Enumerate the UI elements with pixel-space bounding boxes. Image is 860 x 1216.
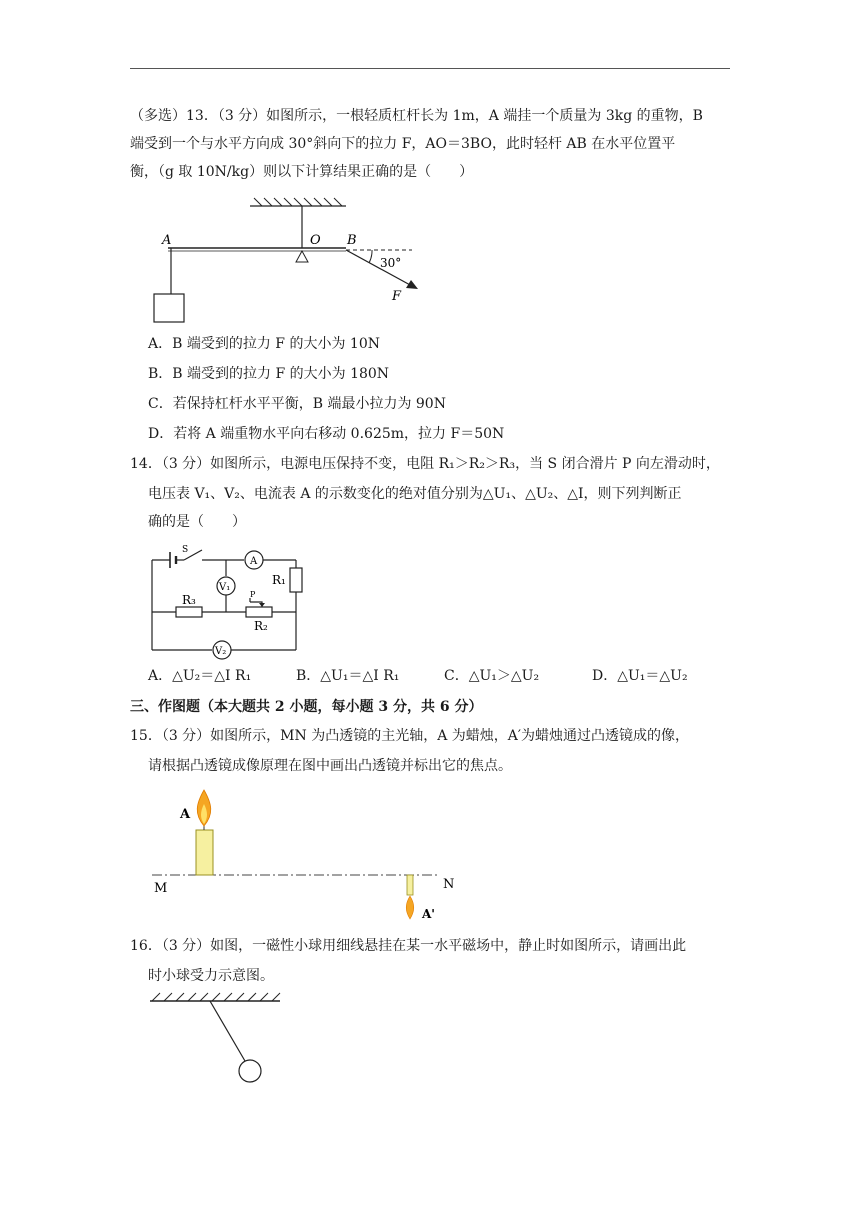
q13-option-d: D．若将 A 端重物水平向右移动 0.625m，拉力 F＝50N (148, 426, 505, 442)
q14-option-c: C．△U₁＞△U₂ (444, 668, 540, 684)
circuit-diagram (0, 542, 860, 662)
lever-label-b: B (347, 233, 357, 248)
circuit-label-r3: R₃ (182, 593, 196, 607)
q13-line-1: （多选）13．（3 分）如图所示，一根轻质杠杆长为 1m，A 端挂一个质量为 3kg 的重物，B (130, 108, 703, 124)
q16-line-2: 时小球受力示意图。 (148, 968, 274, 984)
q13-option-b: B．B 端受到的拉力 F 的大小为 180N (148, 366, 390, 382)
lens-diagram (0, 784, 860, 934)
q14-line-1: 14．（3 分）如图所示，电源电压保持不变，电阻 R₁＞R₂＞R₃，当 S 闭合滑片 P 向左滑动时， (130, 456, 720, 472)
lens-label-n: N (443, 877, 455, 892)
circuit-label-p: P (250, 590, 256, 599)
lever-label-o: O (310, 233, 321, 248)
lever-label-f: F (392, 289, 402, 304)
q15-line-2: 请根据凸透镜成像原理在图中画出凸透镜并标出它的焦点。 (148, 758, 512, 774)
q14-line-2: 电压表 V₁、V₂、电流表 A 的示数变化的绝对值分别为△U₁、△U₂、△I，则下列判断正 (148, 486, 682, 502)
lens-label-a: A (180, 807, 191, 822)
lens-label-m: M (154, 881, 168, 896)
circuit-label-v2: V₂ (215, 646, 227, 657)
q13-option-c: C．若保持杠杆水平平衡，B 端最小拉力为 90N (148, 396, 446, 412)
circuit-label-s: S (182, 545, 189, 555)
header-rule (130, 68, 730, 69)
q14-option-d: D．△U₁＝△U₂ (592, 668, 688, 684)
section-three-heading: 三、作图题（本大题共 2 小题，每小题 3 分，共 6 分） (130, 699, 483, 715)
circuit-label-a: A (250, 556, 258, 567)
q13-option-a: A．B 端受到的拉力 F 的大小为 10N (148, 336, 380, 352)
circuit-label-v1: V₁ (219, 582, 231, 593)
lens-label-a-prime: A' (422, 907, 435, 921)
lever-label-angle: 30° (380, 256, 402, 270)
q15-line-1: 15．（3 分）如图所示，MN 为凸透镜的主光轴，A 为蜡烛，A′为蜡烛通过凸透镜成的像， (130, 728, 690, 744)
q16-line-1: 16．（3 分）如图，一磁性小球用细线悬挂在某一水平磁场中，静止时如图所示，请画出此 (130, 938, 687, 954)
magnetic-ball-diagram (0, 990, 860, 1090)
q14-option-b: B．△U₁＝△I R₁ (296, 668, 400, 684)
lever-label-a: A (162, 233, 172, 248)
q14-line-3: 确的是（ ） (148, 514, 246, 530)
q13-line-2: 端受到一个与水平方向成 30°斜向下的拉力 F，AO＝3BO，此时轻杆 AB 在水平位置平 (130, 136, 676, 152)
circuit-label-r2: R₂ (254, 619, 268, 633)
lever-diagram (0, 190, 860, 530)
q13-line-3: 衡，（g 取 10N/kg）则以下计算结果正确的是（ ） (130, 164, 474, 180)
circuit-label-r1: R₁ (272, 573, 286, 587)
q14-option-a: A．△U₂＝△I R₁ (148, 668, 252, 684)
